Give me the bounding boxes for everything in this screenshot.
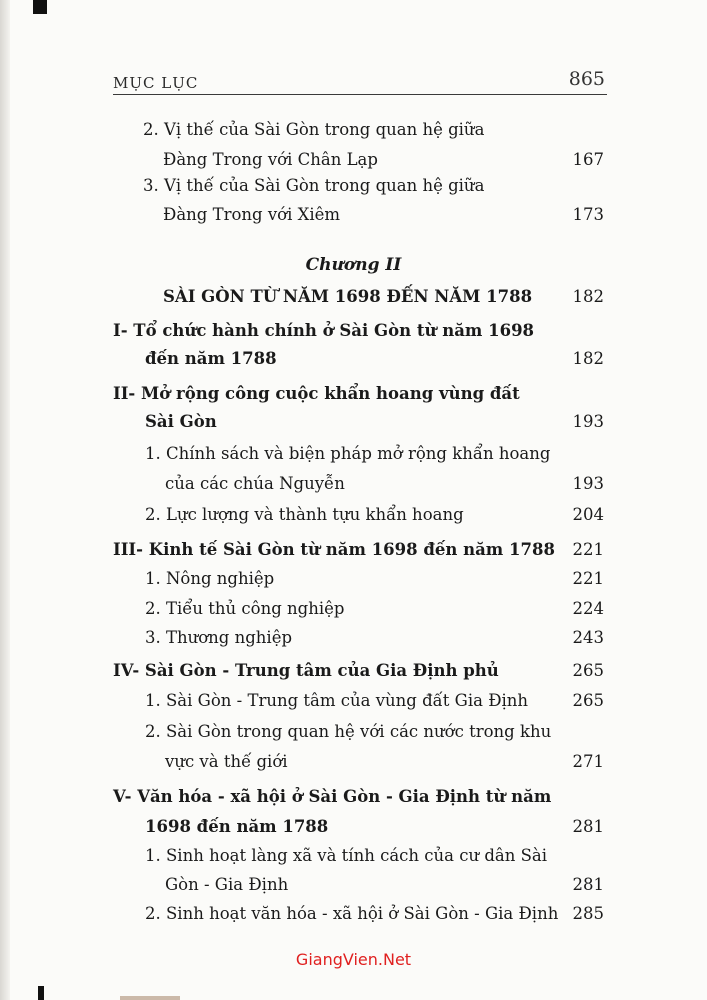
running-title: MỤC LỤC [113, 74, 199, 92]
toc-entry-text: Đàng Trong với Xiêm [163, 205, 341, 224]
toc-entry-text: 3. Thương nghiệp [145, 628, 293, 647]
toc-entry-text: 1. Chính sách và biện pháp mở rộng khẩn hoang [145, 444, 551, 463]
toc-entry-text: Đàng Trong với Chân Lạp [163, 150, 378, 169]
running-header [113, 68, 607, 95]
toc-section-text: II- Mở rộng công cuộc khẩn hoang vùng đất [113, 384, 520, 403]
scan-corner-mark [33, 0, 47, 14]
toc-section-text: III- Kinh tế Sài Gòn từ năm 1698 đến năm 1788 [113, 540, 555, 559]
toc-entry-page: 204 [572, 505, 604, 524]
toc-entry-page: 193 [572, 474, 604, 493]
toc-entry-text: 2. Vị thế của Sài Gòn trong quan hệ giữa [143, 120, 485, 139]
chapter-label: Chương II [305, 255, 402, 275]
toc-section-text: đến năm 1788 [145, 349, 277, 368]
toc-entry-page: 285 [572, 904, 604, 923]
toc-section-text: I- Tổ chức hành chính ở Sài Gòn từ năm 1698 [113, 321, 535, 340]
toc-entry-text: 1. Nông nghiệp [145, 569, 275, 588]
toc-entry-page: 224 [572, 599, 604, 618]
toc-entry-text: 1. Sài Gòn - Trung tâm của vùng đất Gia Định [145, 691, 529, 710]
toc-entry-text: 2. Sinh hoạt văn hóa - xã hội ở Sài Gòn - Gia Định [145, 904, 559, 923]
toc-entry-text: 1. Sinh hoạt làng xã và tính cách của cư dân Sài [145, 846, 548, 865]
toc-entry-text: vực và thế giới [165, 752, 288, 771]
toc-entry-page: 182 [572, 287, 604, 306]
scan-smudge [120, 996, 180, 1000]
toc-entry-page: 265 [572, 691, 604, 710]
toc-section-text: V- Văn hóa - xã hội ở Sài Gòn - Gia Định từ năm [113, 787, 552, 806]
toc-section-text: IV- Sài Gòn - Trung tâm của Gia Định phủ [113, 661, 499, 680]
toc-section-text: Sài Gòn [145, 412, 217, 431]
toc-entry-page: 193 [572, 412, 604, 431]
toc-entry-text: 2. Sài Gòn trong quan hệ với các nước trong khu [145, 722, 552, 741]
toc-entry-page: 182 [572, 349, 604, 368]
toc-entry-page: 221 [572, 540, 604, 559]
toc-entry-text: 2. Tiểu thủ công nghiệp [145, 599, 345, 618]
toc-entry-page: 281 [572, 875, 604, 894]
toc-entry-page: 173 [572, 205, 604, 224]
toc-entry-page: 243 [572, 628, 604, 647]
toc-entry-text: 2. Lực lượng và thành tựu khẩn hoang [145, 505, 464, 524]
toc-entry-page: 221 [572, 569, 604, 588]
toc-entry-text: 3. Vị thế của Sài Gòn trong quan hệ giữa [143, 176, 485, 195]
page-number: 865 [568, 68, 605, 90]
chapter-title: SÀI GÒN TỪ NĂM 1698 ĐẾN NĂM 1788 [163, 287, 533, 306]
toc-section-text: 1698 đến năm 1788 [145, 817, 329, 836]
toc-entry-page: 271 [572, 752, 604, 771]
toc-entry-text: Gòn - Gia Định [165, 875, 289, 894]
watermark: GiangVien.Net [295, 950, 412, 969]
scan-corner-mark-bottom [38, 986, 44, 1000]
toc-entry-page: 281 [572, 817, 604, 836]
toc-entry-text: của các chúa Nguyễn [165, 474, 345, 493]
toc-entry-page: 265 [572, 661, 604, 680]
toc-entry-page: 167 [572, 150, 604, 169]
page-edge [0, 0, 10, 1000]
